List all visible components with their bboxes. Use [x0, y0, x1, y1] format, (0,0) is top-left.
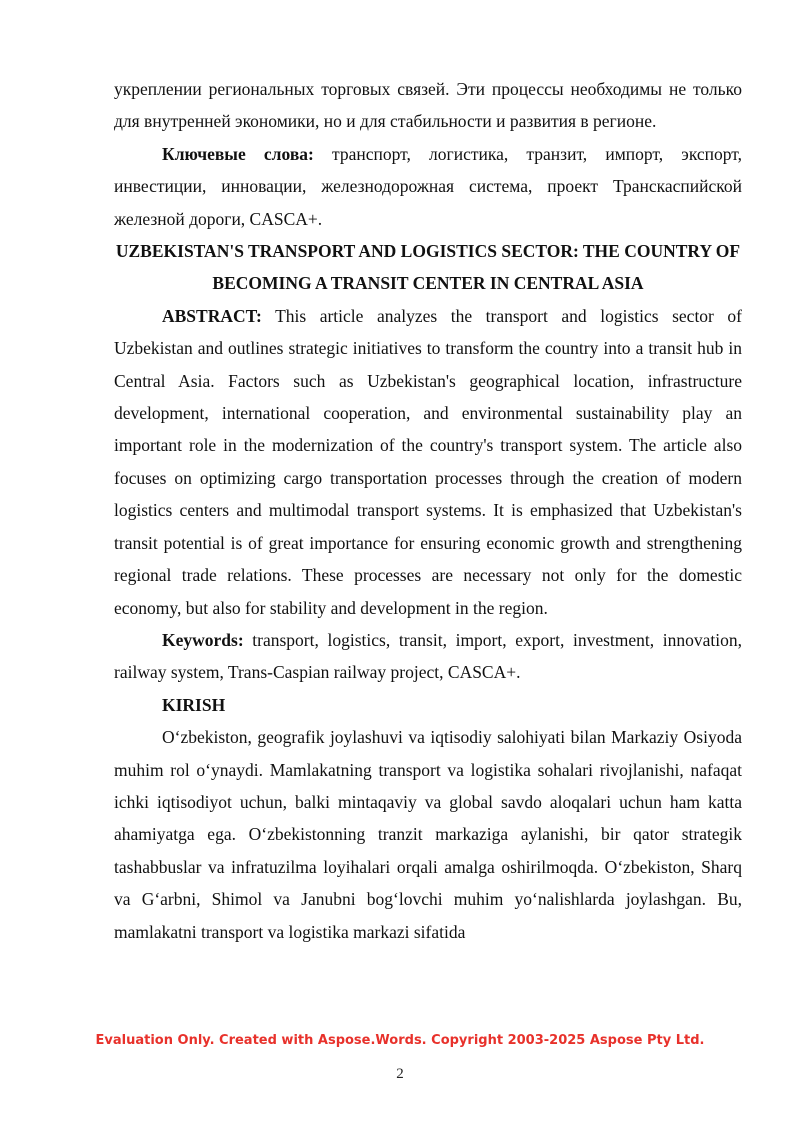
russian-keywords-text: транспорт, логистика, транзит, импорт, экспорт, инвестиции, инновации, железнодорожная система, проект Транскаспийской железной дороги, CASCA+. [114, 143, 742, 229]
evaluation-watermark: Evaluation Only. Created with Aspose.Words. Copyright 2003-2025 Aspose Pty Ltd. [95, 1033, 705, 1048]
page-number: 2 [396, 1066, 404, 1082]
english-article-title: UZBEKISTAN'S TRANSPORT AND LOGISTICS SECTOR: THE COUNTRY OF BECOMING A TRANSIT CENTER IN CENTRAL ASIA [115, 241, 741, 294]
english-abstract-paragraph [114, 300, 742, 624]
english-abstract-label: ABSTRACT: [162, 305, 262, 326]
intro-heading: KIRISH [162, 694, 226, 715]
english-keywords-label: Keywords: [162, 629, 244, 650]
english-keywords-text: transport, logistics, transit, import, export, investment, innovation, railway system, Trans-Caspian railway project, CASCA+. [114, 629, 742, 683]
russian-keywords-label: Ключевые слова: [162, 143, 314, 164]
russian-keywords-paragraph [114, 138, 742, 235]
russian-abstract-continuation: укреплении региональных торговых связей. Эти процессы необходимы не только для внутренней экономики, но и для стабильности и развития в регионе. [114, 79, 742, 132]
english-abstract-text: This article analyzes the transport and logistics sector of Uzbekistan and outlines strategic initiatives to transform the country into a transit hub in Central Asia. Factors such as Uzbekistan's geographical location, infrastructure development, international cooperation, and environmental sustainability play an important role in the modernization of the country's transport system. The article also focuses on optimizing cargo transportation processes through the creation of modern logistics centers and multimodal transport systems. It is emphasized that Uzbekistan's transit potential is of great importance for ensuring economic growth and strengthening regional trade relations. These processes are necessary not only for the domestic economy, but also for stability and development in the region. [114, 305, 742, 618]
english-keywords-paragraph [114, 624, 742, 689]
document-page [114, 73, 742, 948]
intro-paragraph: O‘zbekiston, geografik joylashuvi va iqtisodiy salohiyati bilan Markaziy Osiyoda muhim rol o‘ynaydi. Mamlakatning transport va logistika sohalari rivojlanishi, nafaqat ichki iqtisodiyot uchun, balki mintaqaviy va global savdo aloqalari uchun ham katta ahamiyatga ega. O‘zbekistonning tranzit markaziga aylanishi, bir qator strategik tashabbuslar va infratuzilma loyihalari orqali amalga oshirilmoqda. O‘zbekiston, Sharq va G‘arbni, Shimol va Janubni bog‘lovchi muhim yo‘nalishlarda joylashgan. Bu, mamlakatni transport va logistika markazi sifatida [114, 727, 742, 942]
